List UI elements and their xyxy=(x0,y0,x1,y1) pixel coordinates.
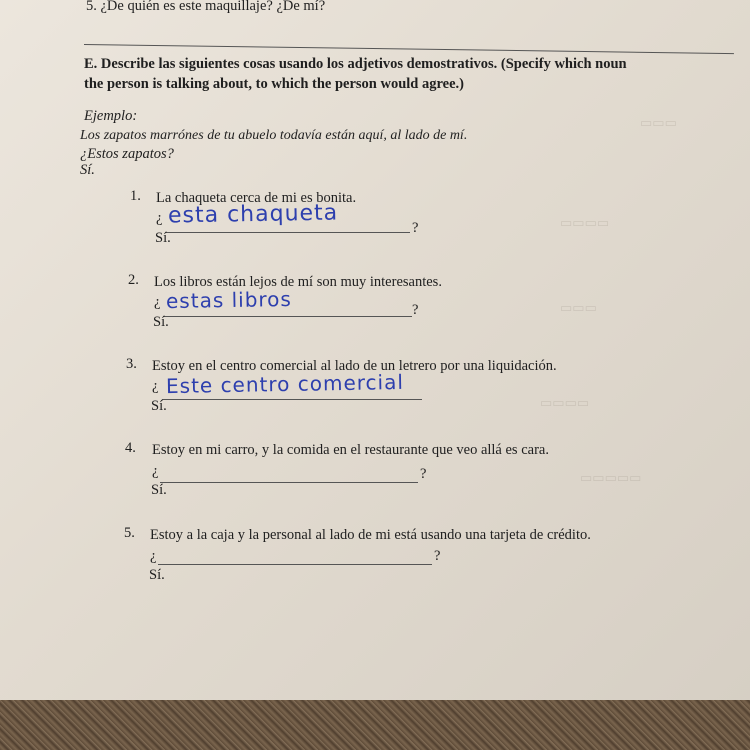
bleed-through: ▭▭▭ xyxy=(560,300,597,315)
item-answer: Sí. xyxy=(151,482,167,498)
item-answer: Sí. xyxy=(153,314,169,330)
question-open: ¿ xyxy=(152,463,159,479)
answer-line[interactable] xyxy=(164,316,412,317)
answer-line[interactable] xyxy=(160,482,418,483)
item-prompt: Estoy a la caja y la personal al lado de mi está usando una tarjeta de crédito. xyxy=(150,527,591,543)
carpet-background xyxy=(0,700,750,750)
bleed-through: ▭▭▭▭ xyxy=(560,215,610,230)
item-number: 5. xyxy=(124,525,135,541)
section-title-cont: the person is talking about, to which the person would agree.) xyxy=(84,76,464,92)
question-close: ? xyxy=(412,220,419,236)
item-number: 4. xyxy=(125,440,136,456)
item-prompt: Estoy en el centro comercial al lado de un letrero por una liquidación. xyxy=(152,358,557,374)
handwritten-answer: esta chaqueta xyxy=(167,200,339,229)
example-answer: Sí. xyxy=(80,162,95,178)
handwritten-answer: estas libros xyxy=(165,286,293,314)
item-number: 1. xyxy=(130,188,141,204)
question-open: ¿ xyxy=(152,378,159,394)
item-prompt: La chaqueta cerca de mi es bonita. xyxy=(156,190,357,206)
question-close: ? xyxy=(412,302,419,318)
answer-line xyxy=(84,44,734,54)
question-open: ¿ xyxy=(156,210,163,226)
previous-item-5: 5. ¿De quién es este maquillaje? ¿De mí? xyxy=(86,0,326,14)
bleed-through: ▭▭▭▭▭ xyxy=(580,470,642,485)
item-number: 2. xyxy=(128,272,139,288)
item-answer: Sí. xyxy=(149,567,165,583)
question-close: ? xyxy=(420,466,427,482)
example-sentence: Los zapatos marrónes de tu abuelo todavía están aquí, al lado de mí. xyxy=(80,128,468,143)
item-answer: Sí. xyxy=(155,230,171,246)
question-close: ? xyxy=(434,548,441,564)
item-prompt: Estoy en mi carro, y la comida en el restaurante que veo allá es cara. xyxy=(152,442,549,458)
answer-line[interactable] xyxy=(162,399,422,400)
answer-line[interactable] xyxy=(166,232,410,233)
question-open: ¿ xyxy=(154,294,161,310)
answer-line[interactable] xyxy=(158,564,432,565)
bleed-through: ▭▭▭▭ xyxy=(540,395,590,410)
example-label: Ejemplo: xyxy=(84,108,138,124)
item-number: 3. xyxy=(126,356,137,372)
question-open: ¿ xyxy=(150,548,157,564)
handwritten-answer: Este centro comercial xyxy=(165,369,405,399)
example-question: ¿Estos zapatos? xyxy=(80,146,174,162)
item-answer: Sí. xyxy=(151,398,167,414)
bleed-through: ▭▭▭ xyxy=(640,115,677,130)
section-title: E. Describe las siguientes cosas usando los adjetivos demostrativos. (Specify which noun xyxy=(84,56,627,72)
item-prompt: Los libros están lejos de mí son muy interesantes. xyxy=(154,274,442,290)
